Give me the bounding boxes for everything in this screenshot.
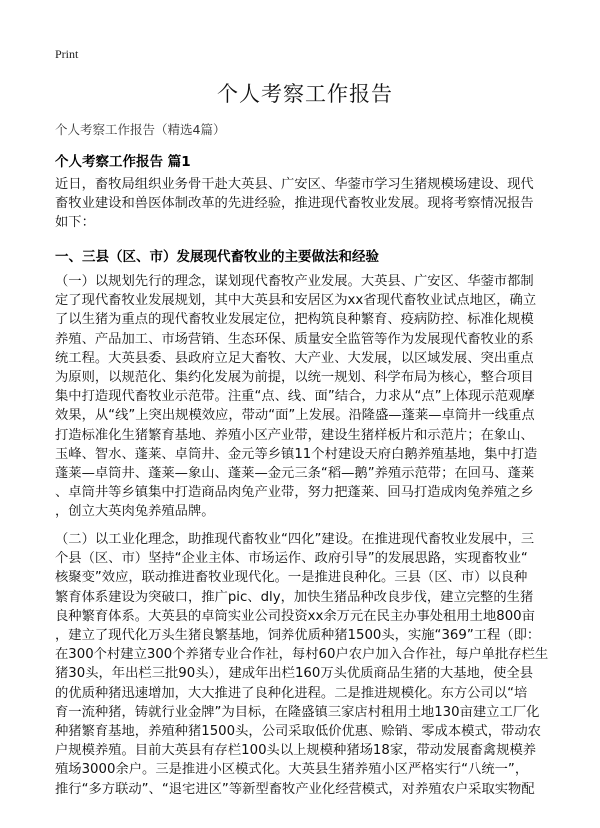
text-line: 养殖、产品加工、市场营销、生态环保、质量安全监管等作为发展现代畜牧业的系 [55, 331, 534, 347]
text-line: ，建立了现代化万头生猪良繁基地，饲养优质种猪1500头，实施“369”工程（即： [55, 628, 541, 644]
section-heading-1: 一、三县（区、市）发展现代畜牧业的主要做法和经验 [55, 249, 379, 265]
text-line: 玉峰、智水、蓬莱、卓筒井、金元等乡镇11个村建设天府白鹅养殖基地，集中打造 [55, 446, 538, 462]
text-line: 打造标准化生猪繁育基地、养殖小区产业带，建设生猪样板片和示范片；在象山、 [55, 427, 534, 443]
print-link[interactable]: Print [55, 47, 79, 61]
text-line: 种猪繁育基地，养殖种猪1500头，公司采取低价优惠、赊销、零成本模式，带动农 [55, 724, 541, 740]
text-line: 为原则，以规范化、集约化发展为前提，以统一规划、科学布局为核心，整合项目 [55, 370, 534, 386]
text-line: 殖场3000余户。三是推进小区模式化。大英县生猪养殖小区严格实行“八统一”， [55, 762, 529, 778]
text-line: 户规模养殖。目前大英县有存栏100头以上规模种猪场18家，带动发展畜禽规模养 [55, 743, 537, 759]
text-line: 集中打造现代畜牧业示范带。注重“点、线、面”结合，力求从“点”上体现示范观摩 [55, 389, 535, 405]
intro-paragraph [55, 175, 555, 233]
text-line: 猪30头，年出栏三批90头），建成年出栏160万头优质商品生猪的大基地，使全县 [55, 666, 534, 682]
text-line: 了以生猪为重点的现代畜牧业发展定位，把构筑良种繁育、疫病防控、标准化规模 [55, 312, 534, 328]
text-line: （一）以规划先行的理念，谋划现代畜牧产业发展。大英县、广安区、华蓥市都制 [55, 274, 534, 289]
text-line: 定了现代畜牧业发展规划，其中大英县和安居区为xx省现代畜牧业试点地区，确立 [55, 293, 537, 309]
page-title: 个人考察工作报告 [217, 82, 393, 106]
article-heading: 个人考察工作报告 篇1 [55, 154, 191, 170]
text-line: 推行“多方联动”、“退宅进区”等新型畜牧产业化经营模式，对养殖农户采取实物配 [55, 781, 535, 797]
text-line: 的优质种猪迅速增加，大大推进了良种化进程。二是推进规模化。东方公司以“培 [55, 685, 528, 701]
text-line: （二）以工业化理念，助推现代畜牧业“四化”建设。在推进现代畜牧业发展中，三 [55, 532, 535, 547]
text-line: 如下： [55, 215, 95, 231]
text-line: 蓬莱—卓筒井、蓬莱—象山、蓬莱—金元三条“稻—鹅”养殖示范带；在回马、蓬莱 [55, 466, 535, 482]
paragraph-planning [55, 272, 555, 522]
text-line: 繁育体系建设为突破口，推广pic、dly，加快生猪品种改良步伐，建立完整的生猪 [55, 589, 534, 605]
text-line: 育一流种猪，铸就行业金牌”为目标，在隆盛镇三家店村租用土地130亩建立工厂化 [55, 704, 540, 720]
text-line: 个县（区、市）坚持“企业主体、市场运作、政府引导”的发展思路，实现畜牧业“ [55, 551, 528, 567]
text-line: 核聚变”效应，联动推进畜牧业现代化。一是推进良种化。三县（区、市）以良种 [55, 570, 528, 586]
text-line: 畜牧业建设和兽医体制改革的先进经验，推进现代畜牧业发展。现将考察情况报告 [55, 196, 534, 212]
paragraph-industrialization [55, 530, 555, 799]
document-subtitle: 个人考察工作报告（精选4篇） [55, 122, 226, 137]
text-line: 良种繁育体系。大英县的卓筒实业公司投资xx余万元在民主办事处租用土地800亩 [55, 608, 535, 624]
text-line: 在300个村建立300个养猪专业合作社，每村60户农户加入合作社，每户单批存栏生 [55, 647, 549, 663]
text-line: 效果，从“线”上突出规模效应，带动“面”上发展。沿隆盛—蓬莱—卓筒井一线重点 [55, 408, 535, 424]
text-line: 、卓筒井等乡镇集中打造商品肉兔产业带，努力把蓬莱、回马打造成肉兔养殖之乡 [55, 485, 534, 501]
text-line: ，创立大英肉兔养殖品牌。 [55, 504, 215, 520]
text-line: 近日，畜牧局组织业务骨干赴大英县、广安区、华蓥市学习生猪规模场建设、现代 [55, 177, 534, 192]
text-line: 统工程。大英县委、县政府立足大畜牧、大产业、大发展，以区域发展、突出重点 [55, 350, 534, 366]
